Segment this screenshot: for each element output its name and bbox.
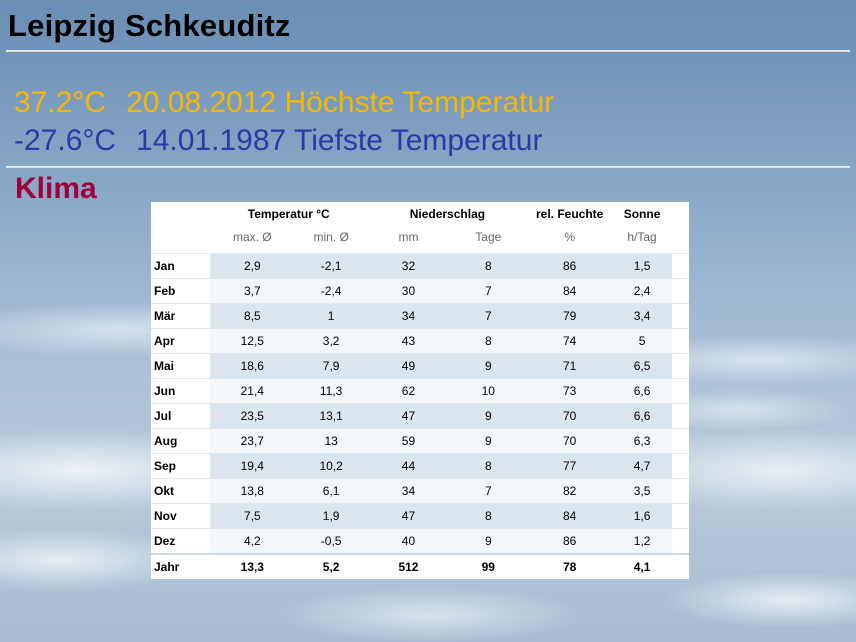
header-temperature: Temperatur °C [247,207,330,221]
cell-max: 7,5 [210,504,295,529]
cell-sun: 6,6 [612,404,672,429]
cell-days: 8 [449,329,527,354]
cell-humidity: 70 [527,404,612,429]
cell-humidity: 74 [527,329,612,354]
cell-days: 7 [449,279,527,304]
cell-sun: 1,6 [612,504,672,529]
table-row [151,254,689,279]
cell-mm: 40 [368,529,450,555]
cell-min: 10,2 [295,454,368,479]
cell-mm: 62 [368,379,450,404]
cell-max: 8,5 [210,304,295,329]
cell-min: 13 [295,429,368,454]
cell-humidity: 86 [527,254,612,279]
cell-days: 8 [449,504,527,529]
month-cell: Dez [151,529,210,555]
cell-days: 9 [449,404,527,429]
month-cell: Nov [151,504,210,529]
cell-humidity: 86 [527,529,612,555]
year-cell: Jahr [151,554,210,579]
max-temp-value: 37.2°C [14,86,107,119]
cell-min: 11,3 [295,379,368,404]
table-row [151,329,689,354]
cell-max: 12,5 [210,329,295,354]
cell-days: 9 [449,529,527,555]
year-days: 99 [449,554,527,579]
cell-sun: 6,3 [612,429,672,454]
cell-min: -2,4 [295,279,368,304]
cell-mm: 30 [368,279,450,304]
cell-max: 23,5 [210,404,295,429]
cell-min: 7,9 [295,354,368,379]
month-cell: Jan [151,254,210,279]
header-month-blank [151,202,210,226]
cell-max: 2,9 [210,254,295,279]
cell-days: 9 [449,429,527,454]
year-min: 5,2 [295,554,368,579]
cell-max: 21,4 [210,379,295,404]
cell-sun: 6,5 [612,354,672,379]
cell-mm: 32 [368,254,450,279]
month-cell: Feb [151,279,210,304]
max-temp-label: Höchste Temperatur [284,86,555,119]
month-cell: Jul [151,404,210,429]
table-row [151,354,689,379]
cell-sun: 2,4 [612,279,672,304]
table-row [151,279,689,304]
min-temp-label: Tiefste Temperatur [294,124,543,157]
min-temp-date: 14.01.1987 [136,124,287,157]
cell-max: 18,6 [210,354,295,379]
min-temp-value: -27.6°C [14,124,117,157]
cell-mm: 43 [368,329,450,354]
month-cell: Sep [151,454,210,479]
cell-min: 13,1 [295,404,368,429]
subheader-sun: h/Tag [627,230,657,244]
month-cell: Okt [151,479,210,504]
cell-min: 1 [295,304,368,329]
cell-max: 3,7 [210,279,295,304]
climate-heading: Klima [15,172,97,205]
cell-days: 8 [449,454,527,479]
cell-humidity: 70 [527,429,612,454]
cell-days: 10 [449,379,527,404]
table-row [151,404,689,429]
page-title: Leipzig Schkeuditz [8,8,291,43]
cell-sun: 3,5 [612,479,672,504]
cell-mm: 34 [368,479,450,504]
climate-table [151,202,689,579]
cell-max: 4,2 [210,529,295,555]
header-humidity: rel. Feuchte [535,207,604,221]
cell-max: 13,8 [210,479,295,504]
table-row [151,529,689,555]
month-cell: Mai [151,354,210,379]
year-max: 13,3 [210,554,295,579]
table-row [151,379,689,404]
middle-divider [6,166,850,168]
cell-sun: 1,5 [612,254,672,279]
cell-sun: 3,4 [612,304,672,329]
cell-humidity: 71 [527,354,612,379]
month-cell: Aug [151,429,210,454]
cell-sun: 6,6 [612,379,672,404]
month-cell: Jun [151,379,210,404]
subheader-humidity: % [564,230,575,244]
table-row [151,429,689,454]
cell-max: 19,4 [210,454,295,479]
table-row [151,479,689,504]
cell-min: 3,2 [295,329,368,354]
cell-humidity: 84 [527,504,612,529]
cell-humidity: 84 [527,279,612,304]
cell-days: 8 [449,254,527,279]
subheader-mm: mm [398,230,419,244]
cell-days: 7 [449,479,527,504]
cell-mm: 34 [368,304,450,329]
cell-humidity: 82 [527,479,612,504]
subheader-min: min. Ø [313,230,349,244]
year-mm: 512 [368,554,450,579]
cell-min: -2,1 [295,254,368,279]
subheader-days: Tage [475,230,502,244]
cell-days: 9 [449,354,527,379]
cell-min: 6,1 [295,479,368,504]
cell-days: 7 [449,304,527,329]
cell-max: 23,7 [210,429,295,454]
table-row [151,504,689,529]
table-row [151,304,689,329]
cell-sun: 1,2 [612,529,672,555]
subheader-max: max. Ø [232,230,272,244]
cell-mm: 47 [368,404,450,429]
cell-mm: 59 [368,429,450,454]
table-row [151,454,689,479]
cell-mm: 44 [368,454,450,479]
cell-mm: 47 [368,504,450,529]
cell-sun: 5 [612,329,672,354]
month-cell: Apr [151,329,210,354]
cell-humidity: 77 [527,454,612,479]
header-precipitation: Niederschlag [409,207,486,221]
year-sun: 4,1 [612,554,672,579]
max-temp-date: 20.08.2012 [126,86,277,119]
year-humidity: 78 [527,554,612,579]
min-temperature-record [14,124,542,158]
top-divider [6,50,850,52]
cell-humidity: 79 [527,304,612,329]
cell-mm: 49 [368,354,450,379]
cell-min: -0,5 [295,529,368,555]
cell-sun: 4,7 [612,454,672,479]
cell-humidity: 73 [527,379,612,404]
max-temperature-record [14,86,554,120]
header-sun: Sonne [623,207,661,221]
table-row-year [151,554,689,579]
cell-min: 1,9 [295,504,368,529]
month-cell: Mär [151,304,210,329]
